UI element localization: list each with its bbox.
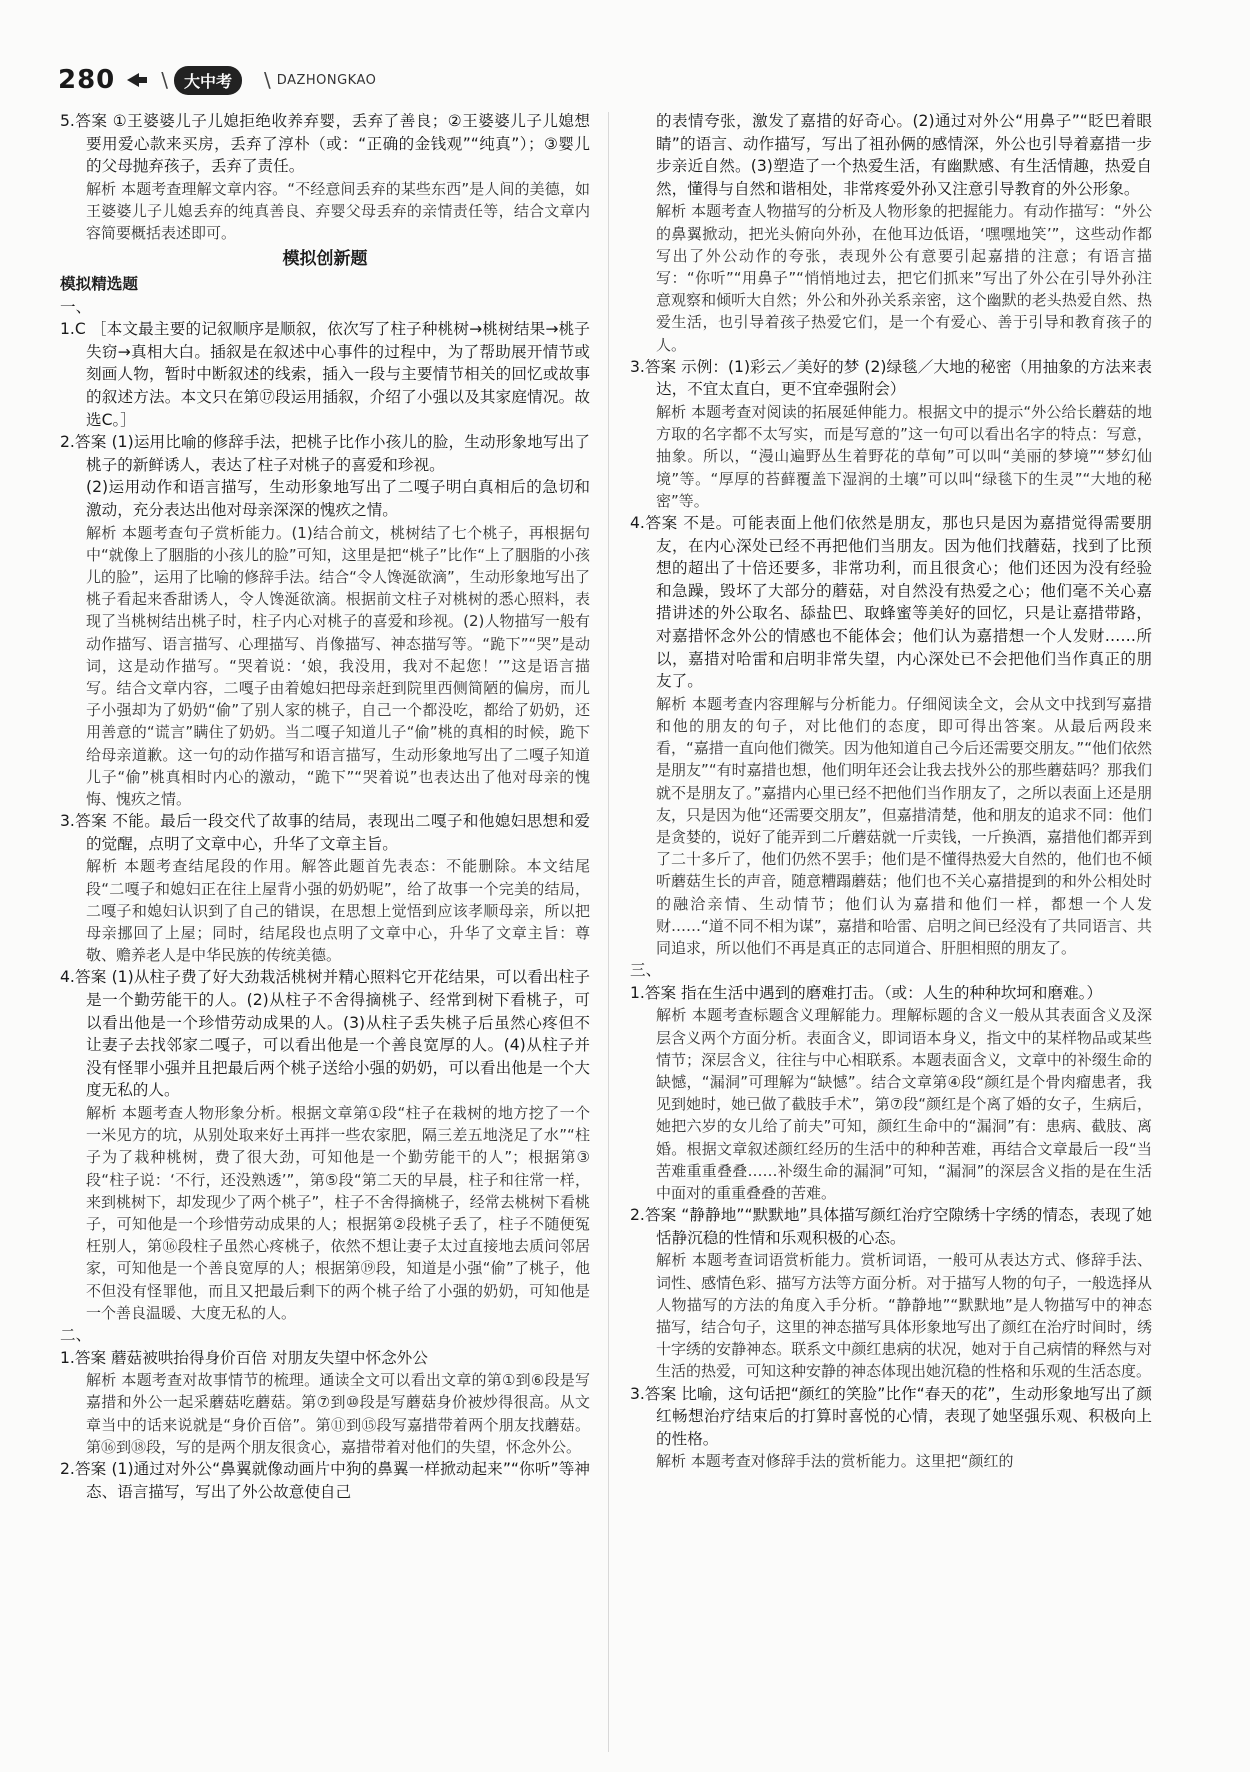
part3-answer-1: 1.答案 指在生活中遇到的磨难打击。（或：人生的种种坎坷和磨难。） xyxy=(630,983,1103,1002)
arrow-left-icon xyxy=(127,73,139,87)
part-3-marker: 三、 xyxy=(630,961,662,980)
part3-analysis-1: 解析 本题考查标题含义理解能力。理解标题的含义一般从其表面含义及深层含义两个方面分析。表面含义，即词语本身义，指文中的某样物品或某些情节；深层含义，往往与中心相联系。本题表面含义，文章中的补缀生命的缺憾，“漏洞”可理解为“缺憾”。结合文章第④段“颜红是个骨肉瘤患者，我见到她时，她已做了截肢手术”，第⑦段“颜红是个离了婚的女子，生病后，她把六岁的女儿给了前夫”可知，颜红生命中的“漏洞”有：患病、截肢、离婚。根据文章叙述颜红经历的生活中的种种苦难，再结合文章最后一段“当苦难重重叠叠……补缀生命的漏洞”可知，“漏洞”的深层含义指的是在生活中面对的重重叠叠的苦难。 xyxy=(656,1006,1152,1202)
subsection-title: 模拟精选题 xyxy=(60,274,138,293)
answer-2b: (2)运用动作和语言描写，生动形象地写出了二嘎子明白真相后的急切和激动，充分表达出他对母亲深深的愧疚之情。 xyxy=(86,478,590,519)
answer-2: 2.答案 (1)运用比喻的修辞手法，把桃子比作小孩儿的脸，生动形象地写出了桃子的新鲜诱人，表达了柱子对桃子的喜爱和珍视。 xyxy=(60,433,590,474)
part2-analysis-3: 解析 本题考查对阅读的拓展延伸能力。根据文中的提示“外公给长蘑菇的地方取的名字都不太写实，而是写意的”这一句可以看出名字的特点：写意，抽象。所以，“漫山遍野丛生着野花的草甸”可以叫“美丽的梦境”“梦幻仙境”等。“厚厚的苔藓覆盖下湿润的土壤”可以叫“绿毯下的生灵”“大地的秘密”等。 xyxy=(656,402,1152,510)
page-header xyxy=(58,62,376,98)
part3-answer-3: 3.答案 比喻，这句话把“颜红的笑脸”比作“春天的花”，生动形象地写出了颜红畅想治疗结束后的打算时喜悦的心情，表现了她坚强乐观、积极向上的性格。 xyxy=(630,1384,1152,1448)
part-2-marker: 二、 xyxy=(60,1325,92,1344)
question-1: 1.C ［本文最主要的记叙顺序是顺叙，依次写了柱子种桃树→桃树结果→桃子失窃→真相大白。插叙是在叙述中心事件的过程中，为了帮助展开情节或刻画人物，暂时中断叙述的线索，插入一段与主要情节相关的回忆或故事的叙述方法。本文只在第⑰段运用插叙，介绍了小强以及其家庭情况。故选C。］ xyxy=(60,320,590,429)
part2-answer-4: 4.答案 不是。可能表面上他们依然是朋友，那也只是因为嘉措觉得需要朋友，在内心深处已经不再把他们当朋友。因为他们找蘑菇，找到了比预想的超出了十倍还要多，非常功利，而且很贪心；他们还因为没有经验和急躁，毁坏了大部分的蘑菇，对自然没有热爱之心；他们毫不关心嘉措讲述的外公取名、舔盐巴、取蜂蜜等美好的回忆，只是让嘉措带路，对嘉措怀念外公的情感也不能体会；他们认为嘉措想一个人发财……所以，嘉措对哈雷和启明非常失望，内心深处已不会把他们当作真正的朋友了。 xyxy=(630,514,1152,691)
answer-3: 3.答案 不能。最后一段交代了故事的结局，表现出二嘎子和他媳妇思想和爱的觉醒，点明了文章中心，升华了文章主旨。 xyxy=(60,812,590,853)
analysis-4: 解析 本题考查人物形象分析。根据文章第①段“柱子在栽树的地方挖了一个一米见方的坑，从别处取来好土再拌一些农家肥，隔三差五地浇足了水”“柱子为了栽种桃树，费了很大劲，可知他是一个勤劳能干的人”；根据第③段“柱子说：‘不行，还没熟透’”，第⑤段“第二天的早晨，柱子和往常一样，来到桃树下，却发现少了两个桃子”，柱子不舍得摘桃子，经常去桃树下看桃子，可知他是一个珍惜劳动成果的人；根据第②段桃子丢了，柱子不随便冤枉别人，第⑯段柱子虽然心疼桃子，依然不想让妻子太过直接地去质问邻居家，可知他是一个善良宽厚的人；根据第⑲段，知道是小强“偷”了桃子，他不但没有怪罪他，而且又把最后剩下的两个桃子给了小强的奶奶，可知他是一个善良温暖、大度无私的人。 xyxy=(86,1103,590,1322)
part2-answer-1: 1.答案 蘑菇被哄抬得身价百倍 对朋友失望中怀念外公 xyxy=(60,1348,428,1367)
section-title: 模拟创新题 xyxy=(282,249,368,270)
left-column xyxy=(60,110,590,1503)
slash-divider-2: \ xyxy=(264,68,271,92)
column-divider xyxy=(608,112,609,1752)
part2-answer-3: 3.答案 示例：(1)彩云／美好的梦 (2)绿毯／大地的秘密（用抽象的方法来表达，不宜太直白，更不宜牵强附会） xyxy=(630,357,1152,399)
right-column xyxy=(630,110,1152,1473)
part3-analysis-3: 解析 本题考查对修辞手法的赏析能力。这里把“颜红的 xyxy=(656,1452,1014,1471)
analysis-3: 解析 本题考查结尾段的作用。解答此题首先表态：不能删除。本文结尾段“二嘎子和媳妇正在往上屋背小强的奶奶呢”，给了故事一个完美的结局，二嘎子和媳妇认识到了自己的错误，在思想上觉悟到应该孝顺母亲，所以把母亲挪回了上屋；同时，结尾段也点明了文章中心，升华了文章主旨：尊敬、赡养老人是中华民族的传统美德。 xyxy=(86,857,590,965)
part2-analysis-4: 解析 本题考查内容理解与分析能力。仔细阅读全文，会从文中找到写嘉措和他的朋友的句子，对比他们的态度，即可得出答案。从最后两段来看，“嘉措一直向他们微笑。因为他知道自己今后还需要交朋友。”“他们依然是朋友”“有时嘉措也想，他们明年还会让我去找外公的那些蘑菇吗？那我们就不是朋友了。”嘉措内心里已经不把他们当作朋友了，之所以表面上还是朋友，只是因为他“还需要交朋友”，但嘉措清楚，他和朋友的追求不同：他们是贪婪的，说好了能弄到二斤蘑菇就一斤卖钱，一斤换酒，嘉措他们都弄到了二十多斤了，他们仍然不罢手；他们是不懂得热爱大自然的，他们也不倾听蘑菇生长的声音，随意糟蹋蘑菇；他们也不关心嘉措提到的和外公相处时的融洽亲情、生动情节；他们认为嘉措和他们一样，都想一个人发财……“道不同不相为谋”，嘉措和哈雷、启明之间已经没有了共同语言、共同追求，所以他们不再是真正的志同道合、肝胆相照的朋友了。 xyxy=(656,694,1152,957)
brand-text: DAZHONGKAO xyxy=(276,72,377,88)
part3-analysis-2: 解析 本题考查词语赏析能力。赏析词语，一般可从表达方式、修辞手法、词性、感情色彩、描写方法等方面分析。对于描写人物的句子，一般选择从人物描写的方法的角度入手分析。“静静地”“默默地”是人物描写中的神态描写，结合句子，这里的神态描写具体形象地写出了颜红在治疗时间时，绣十字绣的安静神态。联系文中颜红患病的状况，她对于自己病情的释然与对生活的热爱，可知这种安静的神态体现出她沉稳的性格和乐观的生活态度。 xyxy=(656,1251,1152,1381)
part3-answer-2: 2.答案 “静静地”“默默地”具体描写颜红治疗空隙绣十字绣的情态，表现了她恬静沉稳的性情和乐观积极的心态。 xyxy=(630,1206,1152,1247)
analysis-2: 解析 本题考查句子赏析能力。(1)结合前文，桃树结了七个桃子，再根据句中“就像上了胭脂的小孩儿的脸”可知，这里是把“桃子”比作“上了胭脂的小孩儿的脸”，运用了比喻的修辞手法。结合“令人馋涎欲滴”，生动形象地写出了桃子看起来香甜诱人，令人馋涎欲滴。根据前文柱子对桃树的悉心照料，表现了当桃树结出桃子时，柱子内心对桃子的喜爱和珍视。(2)人物描写一般有动作描写、语言描写、心理描写、肖像描写、神态描写等。“跪下”“哭”是动词，这是动作描写。“哭着说：‘娘，我没用，我对不起您！’”这是语言描写。结合文章内容，二嘎子由着媳妇把母亲赶到院里西侧简陋的偏房，而儿子小强却为了奶奶“偷”了别人家的桃子，自己一个都没吃，都给了奶奶，还用善意的“谎言”瞒住了奶奶。当二嘎子知道儿子“偷”桃的真相的时候，跪下给母亲道歉。这一句的动作描写和语言描写，生动形象地写出了二嘎子知道儿子“偷”桃真相时内心的激动，“跪下”“哭着说”也表达出了他对母亲的愧悔、愧疚之情。 xyxy=(86,523,590,808)
slash-divider: \ xyxy=(161,68,169,92)
part2-answer-2-cont: 的表情夸张，激发了嘉措的好奇心。(2)通过对外公“用鼻子”“眨巴着眼睛”的语言、动作描写，写出了祖孙俩的感情深，外公也引导着嘉措一步步亲近自然。(3)塑造了一个热爱生活，有幽默感、有生活情趣，热爱自然，懂得与自然和谐相处，非常疼爱外孙又注意引导教育的外公形象。 xyxy=(656,112,1152,198)
part2-analysis-1: 解析 本题考查对故事情节的梳理。通读全文可以看出文章的第①到⑥段是写嘉措和外公一起采蘑菇吃蘑菇。第⑦到⑩段是写蘑菇身价被炒得很高。从文章当中的话来说就是“身价百倍”。第⑪到⑮段写嘉措带着两个朋友找蘑菇。第⑯到⑱段，写的是两个朋友很贪心，嘉措带着对他们的失望，怀念外公。 xyxy=(86,1371,590,1456)
analysis-5: 解析 本题考查理解文章内容。“不经意间丢弃的某些东西”是人间的美德，如王婆婆儿子儿媳丢弃的纯真善良、弃婴父母丢弃的亲情责任等，结合文章内容简要概括表述即可。 xyxy=(86,179,590,243)
page-number: 280 xyxy=(58,65,116,95)
answer-4: 4.答案 (1)从柱子费了好大劲栽活桃树并精心照料它开花结果，可以看出柱子是一个勤劳能干的人。(2)从柱子不舍得摘桃子、经常到树下看桃子，可以看出他是一个珍惜劳动成果的人。(3)从柱子丢失桃子后虽然心疼但不让妻子去找邻家二嘎子，可以看出他是一个善良宽厚的人。(4)从柱子并没有怪罪小强并且把最后两个桃子送给小强的奶奶，可以看出他是一个大度无私的人。 xyxy=(60,968,590,1100)
answer-5: 5.答案 ①王婆婆儿子儿媳拒绝收养弃婴，丢弃了善良；②王婆婆儿子儿媳想要用爱心款来买房，丢弃了淳朴（或：“正确的金钱观”“纯真”）；③婴儿的父母抛弃孩子，丢弃了责任。 xyxy=(60,112,590,176)
part-1-marker: 一、 xyxy=(60,297,92,316)
part2-analysis-2: 解析 本题考查人物描写的分析及人物形象的把握能力。有动作描写：“外公的鼻翼掀动，把光头俯向外孙，在他耳边低语，‘嘿嘿地笑’”，这些动作都写出了外公动作的夸张，表现外公有意要引起嘉措的注意；有语言描写：“你听”“用鼻子”“悄悄地过去，把它们抓来”写出了外公在引导外孙注意观察和倾听大自然；外公和外孙关系亲密，这个幽默的老头热爱自然、热爱生活，也引导着孩子热爱它们，是一个有爱心、善于引导和教育孩子的人。 xyxy=(656,202,1152,354)
part2-answer-2: 2.答案 (1)通过对外公“鼻翼就像动画片中狗的鼻翼一样掀动起来”“你听”等神态、语言描写，写出了外公故意使自己 xyxy=(60,1459,590,1501)
brand-logo: 大中考 xyxy=(174,66,242,95)
